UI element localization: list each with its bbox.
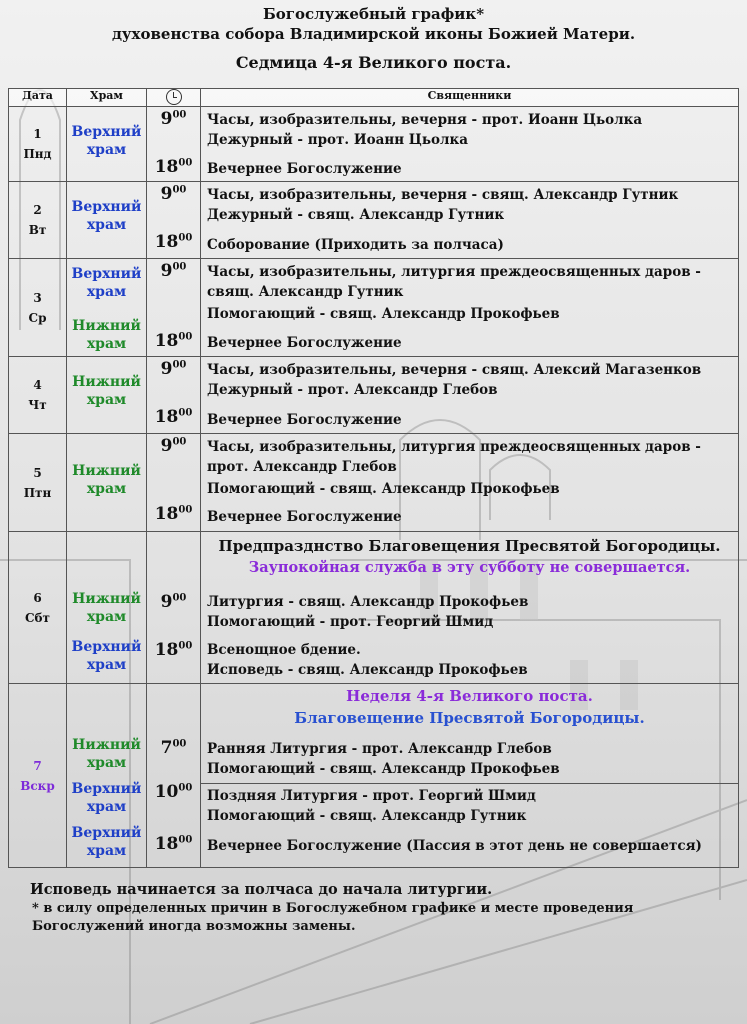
temple-label: Нижний храм [72, 591, 141, 625]
day-cell [9, 107, 67, 182]
day-of-week: Пнд [23, 147, 52, 161]
service-line: Часы, изобразительны, вечерня - свящ. Александр Гутник [207, 187, 679, 203]
day-of-week: Вскр [20, 778, 55, 793]
service-line: Помогающий - прот. Георгий Шмид [207, 614, 494, 630]
day-number: 6 [33, 590, 42, 605]
temple-cell [67, 107, 147, 182]
service-time: $18^{00}$ [154, 157, 193, 177]
temple-cell [67, 357, 147, 434]
priests-cell [201, 107, 739, 182]
table-row [9, 259, 739, 357]
time-cell [147, 434, 201, 532]
service-time: $9^{00}$ [160, 261, 187, 281]
day-cell [9, 684, 67, 868]
service-line: Всенощное бдение. [207, 642, 361, 658]
day-number: 1 [33, 127, 42, 141]
service-line: Поздняя Литургия - прот. Георгий Шмид [207, 788, 536, 804]
time-cell [147, 182, 201, 259]
replacement-note: * в силу определенных причин в Богослужебном графике и месте проведения [32, 901, 634, 916]
service-line: Часы, изобразительны, литургия преждеосвященных даров - [207, 439, 701, 455]
service-time: $18^{00}$ [154, 834, 193, 854]
service-line: Вечернее Богослужение (Пассия в этот день не совершается) [207, 838, 702, 854]
service-line: Литургия - свящ. Александр Прокофьев [207, 594, 529, 610]
service-line: прот. Александр Глебов [207, 459, 397, 475]
service-line: Вечернее Богослужение [207, 412, 402, 428]
temple-label: Нижний храм [72, 463, 141, 497]
replacement-note-cont: Богослужений иногда возможны замены. [32, 919, 356, 934]
temple-label: Нижний храм [72, 318, 141, 352]
service-time: $7^{00}$ [160, 738, 187, 758]
service-line: Дежурный - свящ. Александр Гутник [207, 207, 505, 223]
temple-cell [67, 259, 147, 357]
temple-label: Верхний храм [71, 639, 142, 673]
table-row [9, 684, 739, 868]
priests-cell [201, 357, 739, 434]
day-of-week: Птн [23, 485, 52, 500]
day-cell [9, 357, 67, 434]
service-line: Ранняя Литургия - прот. Александр Глебов [207, 741, 552, 757]
day-number: 4 [33, 378, 42, 392]
priests-cell [201, 434, 739, 532]
table-row [9, 532, 739, 684]
service-time: $9^{00}$ [160, 436, 187, 456]
table-row [9, 357, 739, 434]
service-time: $18^{00}$ [154, 232, 193, 252]
service-line: Часы, изобразительны, литургия преждеосвященных даров - [207, 264, 701, 280]
day-cell [9, 434, 67, 532]
table-row [9, 107, 739, 182]
day-of-week: Чт [28, 398, 47, 412]
day-number: 2 [33, 203, 42, 217]
service-line: свящ. Александр Гутник [207, 284, 404, 300]
time-cell [147, 107, 201, 182]
service-line: Часы, изобразительны, вечерня - свящ. Алексий Магазенков [207, 362, 702, 378]
schedule-header [0, 4, 747, 74]
schedule-table [8, 88, 739, 868]
service-line: Помогающий - свящ. Александр Прокофьев [207, 481, 560, 497]
temple-cell [67, 182, 147, 259]
temple-cell [67, 434, 147, 532]
day-number: 5 [33, 465, 42, 480]
priests-cell [201, 532, 739, 684]
feast-title: Неделя 4-я Великого поста. [346, 687, 593, 705]
temple-label: Верхний храм [71, 266, 142, 300]
service-time: $9^{00}$ [160, 592, 187, 612]
footer-notes [30, 880, 730, 936]
table-row [9, 434, 739, 532]
feast-subtitle: Благовещение Пресвятой Богородицы. [294, 709, 645, 727]
service-line: Дежурный - прот. Иоанн Цьолка [207, 132, 469, 148]
service-time: $18^{00}$ [154, 640, 193, 660]
priests-cell [201, 259, 739, 357]
temple-cell [67, 532, 147, 684]
service-time: $10^{00}$ [154, 782, 193, 802]
day-cell [9, 532, 67, 684]
time-cell [147, 259, 201, 357]
temple-label: Верхний храм [71, 199, 142, 233]
service-line: Дежурный - прот. Александр Глебов [207, 382, 498, 398]
day-of-week: Ср [28, 310, 47, 325]
schedule-title: Богослужебный график* [262, 5, 485, 23]
service-line: Помогающий - свящ. Александр Прокофьев [207, 761, 560, 777]
service-line: Помогающий - свящ. Александр Гутник [207, 808, 527, 824]
service-time: $9^{00}$ [160, 184, 187, 204]
schedule-subtitle: духовенства собора Владимирской иконы Божией Матери. [111, 25, 636, 43]
service-line: Исповедь - свящ. Александр Прокофьев [207, 662, 528, 678]
confession-note: Исповедь начинается за полчаса до начала литургии. [30, 881, 493, 898]
day-number: 3 [33, 290, 42, 305]
day-of-week: Сбт [25, 610, 50, 625]
notice-text: Заупокойная служба в эту субботу не совершается. [248, 559, 691, 576]
service-time: $9^{00}$ [160, 359, 187, 379]
temple-label: Верхний храм [71, 781, 142, 815]
service-line: Вечернее Богослужение [207, 335, 402, 351]
service-time: $9^{00}$ [160, 109, 187, 129]
service-line: Часы, изобразительны, вечерня - прот. Иоанн Цьолка [207, 112, 643, 128]
service-time: $18^{00}$ [154, 331, 193, 351]
service-line: Вечернее Богослужение [207, 161, 402, 177]
table-row [9, 182, 739, 259]
table-header-row [9, 89, 739, 107]
time-cell [147, 532, 201, 684]
temple-label: Верхний храм [71, 825, 142, 859]
service-line: Соборование (Приходить за полчаса) [207, 237, 504, 253]
priests-cell [201, 182, 739, 259]
column-header-priests: Священники [201, 89, 739, 107]
row-divider [201, 783, 738, 784]
time-cell [147, 684, 201, 868]
time-cell [147, 357, 201, 434]
service-time: $18^{00}$ [154, 504, 193, 524]
service-line: Помогающий - свящ. Александр Прокофьев [207, 306, 560, 322]
temple-label: Нижний храм [72, 374, 141, 408]
service-line: Вечернее Богослужение [207, 509, 402, 525]
temple-cell [67, 684, 147, 868]
temple-label: Верхний храм [71, 124, 142, 158]
column-header-time [147, 89, 201, 107]
day-number: 7 [33, 758, 42, 773]
feast-title: Предпразднство Благовещения Пресвятой Богородицы. [218, 537, 721, 555]
service-time: $18^{00}$ [154, 407, 193, 427]
day-of-week: Вт [28, 223, 47, 237]
week-title: Седмица 4-я Великого поста. [235, 53, 512, 72]
column-header-temple: Храм [67, 89, 147, 107]
alarm-clock-icon [166, 89, 182, 105]
temple-label: Нижний храм [72, 737, 141, 771]
priests-cell [201, 684, 739, 868]
day-cell [9, 259, 67, 357]
day-cell [9, 182, 67, 259]
column-header-date: Дата [9, 89, 67, 107]
